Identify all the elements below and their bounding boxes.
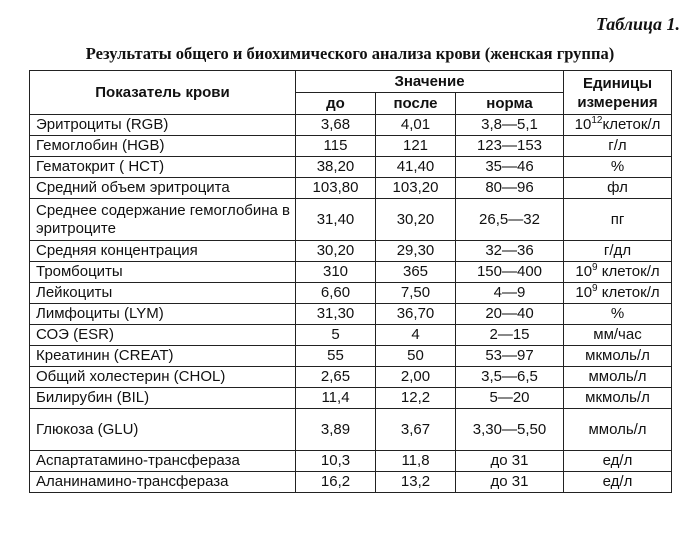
header-after: после (376, 93, 456, 115)
value-norm: 35—46 (456, 157, 564, 178)
unit-base: г/дл (603, 242, 632, 259)
table-row (30, 388, 672, 409)
header-value: Значение (296, 71, 564, 93)
unit-base: ед/л (602, 452, 633, 469)
table-row (30, 367, 672, 388)
value-after: 7,50 (376, 283, 456, 304)
table-caption: Таблица 1. (595, 14, 680, 34)
value-before: 31,30 (296, 304, 376, 325)
value-after: 121 (376, 136, 456, 157)
unit-cell (564, 325, 672, 346)
value-before: 2,65 (296, 367, 376, 388)
indicator-name: СОЭ (ESR) (30, 325, 296, 346)
unit-suffix: клеток/л (597, 284, 660, 301)
indicator-name: Общий холестерин (CHOL) (30, 367, 296, 388)
value-after: 2,00 (376, 367, 456, 388)
value-before: 11,4 (296, 388, 376, 409)
value-norm: 4—9 (456, 283, 564, 304)
value-norm: 53—97 (456, 346, 564, 367)
indicator-name: Тромбоциты (30, 262, 296, 283)
unit-cell (564, 241, 672, 262)
table-row (30, 241, 672, 262)
unit-exponent: 9 (592, 262, 598, 273)
table-row (30, 325, 672, 346)
table-row (30, 409, 672, 451)
unit-exponent: 12 (591, 115, 603, 126)
value-after: 13,2 (376, 472, 456, 493)
header-row-top (30, 71, 672, 93)
header-before: до (296, 93, 376, 115)
value-after: 50 (376, 346, 456, 367)
table-body (30, 115, 672, 493)
value-after: 3,67 (376, 409, 456, 451)
indicator-name: Аланинамино-трансфераза (30, 472, 296, 493)
unit-cell (564, 346, 672, 367)
value-norm: 20—40 (456, 304, 564, 325)
header-units: Единицы измерения (564, 71, 672, 115)
header-indicator: Показатель крови (30, 71, 296, 115)
unit-base: г/л (608, 137, 627, 154)
value-norm: 32—36 (456, 241, 564, 262)
unit-base: ед/л (602, 473, 633, 490)
value-before: 310 (296, 262, 376, 283)
value-norm: 2—15 (456, 325, 564, 346)
unit-base: % (610, 158, 625, 175)
indicator-name: Лимфоциты (LYM) (30, 304, 296, 325)
indicator-name: Гематокрит ( HCT) (30, 157, 296, 178)
value-norm: до 31 (456, 451, 564, 472)
value-after: 41,40 (376, 157, 456, 178)
value-before: 6,60 (296, 283, 376, 304)
table-row (30, 157, 672, 178)
unit-suffix: клеток/л (597, 263, 660, 280)
unit-base: 10 (575, 263, 593, 280)
indicator-name: Средний объем эритроцита (30, 178, 296, 199)
value-before: 10,3 (296, 451, 376, 472)
unit-cell (564, 115, 672, 136)
value-after: 103,20 (376, 178, 456, 199)
unit-cell (564, 283, 672, 304)
value-before: 5 (296, 325, 376, 346)
table-row (30, 262, 672, 283)
value-after: 4,01 (376, 115, 456, 136)
value-before: 31,40 (296, 199, 376, 241)
unit-suffix: клеток/л (602, 116, 661, 133)
table-title: Результаты общего и биохимического анализа крови (женская группа) (85, 44, 615, 63)
value-after: 36,70 (376, 304, 456, 325)
value-norm: до 31 (456, 472, 564, 493)
value-before: 103,80 (296, 178, 376, 199)
indicator-name: Билирубин (BIL) (30, 388, 296, 409)
value-after: 365 (376, 262, 456, 283)
indicator-name: Аспартатамино-трансфераза (30, 451, 296, 472)
indicator-name: Гемоглобин (HGB) (30, 136, 296, 157)
unit-cell (564, 178, 672, 199)
table-row (30, 283, 672, 304)
table-row (30, 136, 672, 157)
value-norm: 3,30—5,50 (456, 409, 564, 451)
header-norm: норма (456, 93, 564, 115)
value-norm: 5—20 (456, 388, 564, 409)
unit-cell (564, 199, 672, 241)
unit-cell (564, 388, 672, 409)
value-after: 30,20 (376, 199, 456, 241)
value-norm: 26,5—32 (456, 199, 564, 241)
unit-cell (564, 409, 672, 451)
unit-base: ммоль/л (588, 420, 647, 438)
table-row (30, 115, 672, 136)
unit-cell (564, 472, 672, 493)
table-row (30, 304, 672, 325)
value-norm: 123—153 (456, 136, 564, 157)
value-before: 16,2 (296, 472, 376, 493)
table-row (30, 451, 672, 472)
indicator-name: Среднее содержание гемоглобина в эритроците (30, 199, 296, 241)
unit-cell (564, 304, 672, 325)
value-after: 11,8 (376, 451, 456, 472)
unit-exponent: 9 (592, 283, 598, 294)
value-norm: 150—400 (456, 262, 564, 283)
value-norm: 3,8—5,1 (456, 115, 564, 136)
value-before: 3,68 (296, 115, 376, 136)
unit-cell (564, 451, 672, 472)
unit-cell (564, 136, 672, 157)
unit-cell (564, 157, 672, 178)
table-row (30, 199, 672, 241)
unit-base: 10 (575, 284, 593, 301)
value-norm: 3,5—6,5 (456, 367, 564, 388)
value-after: 29,30 (376, 241, 456, 262)
unit-base: фл (607, 179, 628, 196)
indicator-name: Глюкоза (GLU) (30, 409, 296, 451)
unit-base: % (610, 305, 625, 322)
value-before: 38,20 (296, 157, 376, 178)
table-row (30, 178, 672, 199)
indicator-name: Средняя концентрация (30, 241, 296, 262)
unit-base: мкмоль/л (585, 347, 650, 364)
unit-base: мм/час (593, 326, 642, 343)
blood-analysis-table (29, 70, 672, 493)
value-norm: 80—96 (456, 178, 564, 199)
value-before: 3,89 (296, 409, 376, 451)
unit-cell (564, 367, 672, 388)
indicator-name: Креатинин (CREAT) (30, 346, 296, 367)
value-before: 30,20 (296, 241, 376, 262)
indicator-name: Лейкоциты (30, 283, 296, 304)
unit-base: ммоль/л (588, 368, 647, 385)
value-before: 55 (296, 346, 376, 367)
value-after: 12,2 (376, 388, 456, 409)
table-row (30, 346, 672, 367)
unit-cell (564, 262, 672, 283)
unit-base: мкмоль/л (585, 389, 650, 406)
value-after: 4 (376, 325, 456, 346)
value-before: 115 (296, 136, 376, 157)
unit-base: пг (610, 210, 625, 228)
table-row (30, 472, 672, 493)
unit-base: 10 (574, 116, 592, 133)
indicator-name: Эритроциты (RGB) (30, 115, 296, 136)
